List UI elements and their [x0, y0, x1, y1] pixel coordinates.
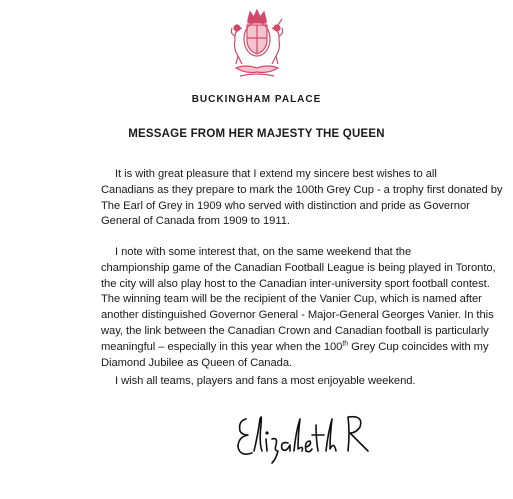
paragraph-line: It is with great pleasure that I extend my sincere best wishes to all — [115, 168, 437, 180]
paragraph-line: another distinguished Governor General - Major-General Georges Vanier. In this — [101, 309, 494, 322]
paragraph-line: Canadians as they prepare to mark the 100th Grey Cup - a trophy first donated by — [101, 183, 503, 196]
paragraph-line: championship game of the Canadian Football League is being played in Toronto, — [101, 261, 496, 274]
line-text: Grey Cup coincides with my — [348, 340, 489, 353]
paragraph-1 — [101, 167, 501, 230]
handwritten-signature-icon — [232, 405, 382, 465]
line-text: meaningful – especially in this year when the 100 — [101, 340, 343, 353]
paragraph-3 — [101, 374, 501, 390]
ordinal-suffix: th — [342, 340, 349, 348]
page-title: MESSAGE FROM HER MAJESTY THE QUEEN — [128, 128, 385, 140]
royal-coat-of-arms-icon — [228, 6, 286, 82]
paragraph-line: I wish all teams, players and fans a most enjoyable weekend. — [115, 375, 416, 387]
paragraph-line: I note with some interest that, on the same weekend that the — [115, 246, 412, 258]
paragraph-line: the city will also play host to the Canadian inter-university sport football contest. — [101, 277, 490, 290]
paragraph-2 — [101, 245, 501, 371]
paragraph-line: The winning team will be the recipient of the Vanier Cup, which is named after — [101, 293, 482, 306]
paragraph-line: General of Canada from 1909 to 1911. — [101, 215, 290, 228]
paragraph-line: way, the link between the Canadian Crown and Canadian football is particularly — [101, 324, 489, 337]
palace-name: BUCKINGHAM PALACE — [191, 94, 322, 105]
paragraph-line: The Earl of Grey in 1909 who served with distinction and pride as Governor — [101, 199, 470, 212]
paragraph-line: Diamond Jubilee as Queen of Canada. — [101, 356, 293, 369]
paragraph-line — [101, 340, 501, 356]
